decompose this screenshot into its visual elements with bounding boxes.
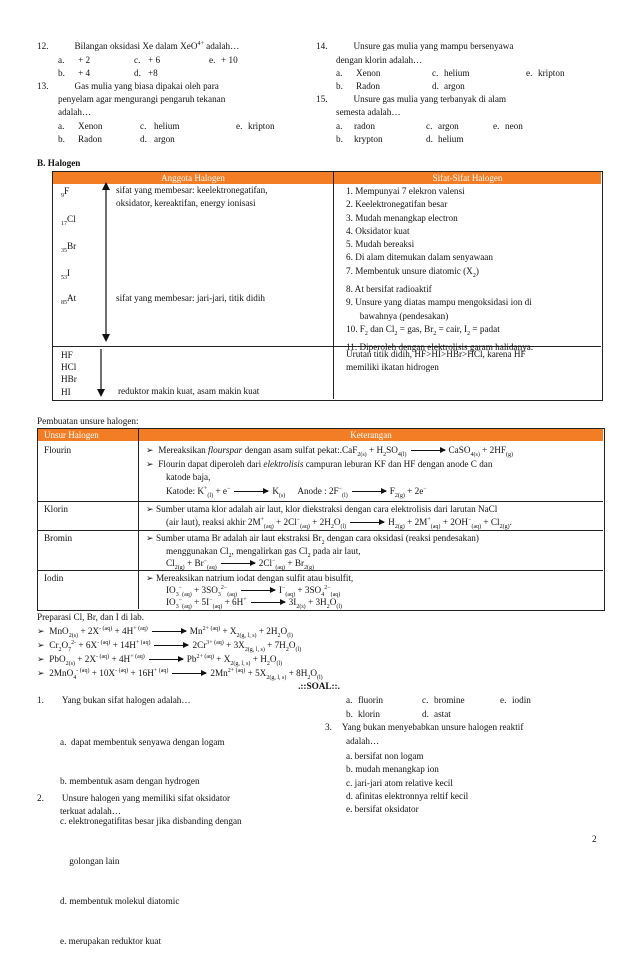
option-item: e. bersifat oksidator <box>346 804 419 815</box>
pembuatan-title: Pembuatan unsure halogen: <box>37 416 139 426</box>
soal-q3: 3. Yang bukan menyebabkan unsure halogen reaktif <box>325 722 524 732</box>
pembuatan-header-left: Unsur Halogen <box>38 429 139 441</box>
down-arrow-icon <box>95 349 107 397</box>
top-note-2: oksidator, kereaktifan, energy ionisasi <box>116 198 256 208</box>
q13-stem-2: penyelam agar mengurangi pengaruh tekanan <box>58 94 226 104</box>
option-item: e. merupakan reduktor kuat <box>60 936 162 947</box>
option-item: a. dapat membentuk senyawa dengan logam <box>60 736 225 747</box>
property-item: bawahnya (pendesakan) <box>346 310 449 321</box>
soal-q2: 2. Unsure halogen yang memiliki sifat oksidator <box>37 793 231 803</box>
flourin-line-3: katode baja, <box>166 472 211 482</box>
property-item: 2. Keelektronegatifan besar <box>346 199 448 210</box>
arrow-bullet-icon: ➢ <box>37 626 45 637</box>
option-item: d. afinitas elektronnya reltif kecil <box>346 790 469 801</box>
reaction-arrow-icon <box>241 590 275 591</box>
q14-stem-2: dengan klorin adalah… <box>336 55 423 65</box>
bromin-line-1: ➢ Sumber utama Br adalah air laut ekstraksi $Br_2$ dengan cara oksidasi (reaksi pendesakan) <box>146 533 479 546</box>
vertical-double-arrow-icon <box>100 182 112 342</box>
iodin-line-2: $IO_3^-_{(aq)} + 3SO_3^{2-}_{(aq)}$ $I^-_{(aq)} + 3SO_4^{2-}_{(aq)}$ <box>166 585 341 598</box>
bromin-line-3: $Cl_{2(g)} + Br^-_{(aq)}$ $2Cl^-_{(aq)} + Br_{2(g)}$ <box>166 558 315 571</box>
section-b-title: B. Halogen <box>37 158 81 168</box>
arrow-bullet-icon: ➢ <box>146 504 154 514</box>
flourin-label: Flourin <box>44 445 72 455</box>
preparasi-title: Preparasi Cl, Br, dan I di lab. <box>37 612 145 622</box>
acid-item: HCl <box>61 362 77 373</box>
iodin-line-1: ➢ Mereaksikan natrium iodat dengan sulfit atau bisulfit, <box>146 573 354 583</box>
hydrogen-halide-list <box>61 349 77 398</box>
option-item: golongan lain <box>60 856 120 867</box>
reaction-arrow-icon <box>350 522 384 523</box>
halogen-col-divider <box>333 172 334 399</box>
option-item: b. membentuk asam dengan hydrogen <box>60 776 200 787</box>
halogen-header-left: Anggota Halogen <box>53 172 333 184</box>
element-i: $_{53}$I <box>61 268 71 281</box>
prep-reaction-2: ➢ $Cr_2O_7^{2-} + 6X^{- (aq)} + 14H^{+ (aq)}$ $2Cr^{3+ (aq)} + 3X_{2(g, l, s)} + 7H_2O_{(l)}$ <box>37 640 302 653</box>
bromin-label: Bromin <box>44 533 73 543</box>
option-item: b. mudah menangkap ion <box>346 764 439 775</box>
option-item: d. membentuk molekul diatomic <box>60 896 180 907</box>
acid-item: HF <box>61 350 73 360</box>
flourin-line-4: Katode: $K^+_{(l)} + e^-$ $K_{(s)}$ Anode : $2F^-_{(l)}$ $F_{2(g)} + 2e^-$ <box>166 486 427 499</box>
prep-reaction-3: ➢ $PbO_{2(s)} + 2X^{- (aq)} + 4H^{+ (aq)}$ $Pb^{2+ (aq)} + X_{2(g, l, s)} + H_2O_{(l)}$ <box>37 654 283 667</box>
top-note-1: sifat yang membesar: keelektronegatifan, <box>116 185 268 195</box>
property-item: 8. At bersifat radioaktif <box>346 283 432 294</box>
arrow-bullet-icon: ➢ <box>146 445 154 455</box>
property-item: 10. $F_2$ dan $Cl_2$ = gas, $Br_2$ = cair, $I_2$ = padat <box>346 323 500 337</box>
property-item: 6. Di alam ditemukan dalam senyawaan <box>346 252 493 263</box>
arrow-bullet-icon: ➢ <box>37 668 45 679</box>
property-item: 11. Diperoleh dengan elektrolisis garam halidanya. <box>346 341 534 352</box>
prep-reaction-1: ➢ $MnO_{2(s)} + 2X^{- (aq)} + 4H^{+ (aq)}$ $Mn^{2+ (aq)} + X_{2(g, l, s)} + 2H_2O_{(l)}$ <box>37 626 293 639</box>
q13-stem-3: adalah… <box>58 107 92 117</box>
arrow-bullet-icon: ➢ <box>37 654 45 665</box>
bromin-line-2: menggunakan $Cl_2$, mengalirkan gas $Cl_2$ pada air laut, <box>166 546 361 559</box>
acid-item: HI <box>61 386 71 397</box>
property-item: 3. Mudah menangkap electron <box>346 212 458 223</box>
reaction-arrow-icon <box>221 563 255 564</box>
prep-reaction-4: ➢ $2MnO_4^{- (aq)} + 10X^{- (aq)} + 16H^{+ (aq)}$ $2Mn^{2+ (aq)} + 5X_{2(g, l, s)} + 8H_2O_{(l)}$ <box>37 668 323 681</box>
flourin-line-2: ➢ Flourin dapat diperoleh dari elektrolisis campuran leburan KF dan HF dengan anode C dan <box>146 459 493 469</box>
q14-stem: 14. Unsure gas mulia yang mampu bersenyawa <box>316 41 514 51</box>
soal-q3-line2: adalah… <box>346 736 380 746</box>
reaction-arrow-icon <box>251 602 285 603</box>
element-cl: $_{17}$Cl <box>61 214 76 227</box>
klorin-label: Klorin <box>44 504 68 514</box>
iodin-line-3: $IO_3^-_{(aq)} + 5I^-_{(aq)} + 6H^+$ $3I_{2(s)} + 3H_2O_{(l)}$ <box>166 597 342 610</box>
soal-q1: 1. Yang bukan sifat halogen adalah… <box>37 695 191 705</box>
arrow-bullet-icon: ➢ <box>146 533 154 543</box>
option-item: c. jari-jari atom relative kecil <box>346 777 453 788</box>
pembuatan-row-divider <box>38 570 603 571</box>
option-item: a. bersifat non logam <box>346 751 424 761</box>
property-item: 1. Mempunyai 7 elekron valensi <box>346 186 465 196</box>
reaction-arrow-icon <box>172 673 206 674</box>
soal-q3-options <box>346 750 468 816</box>
element-f: $_9$F <box>61 186 70 199</box>
reaction-arrow-icon <box>234 491 268 492</box>
reaction-arrow-icon <box>411 450 445 451</box>
properties-list <box>346 185 598 354</box>
option-item: c. elektronegatifitas besar jika disbanding dengan <box>60 816 242 827</box>
soal-title: .::SOAL::. <box>298 681 340 691</box>
klorin-line-1: ➢ Sumber utama klor adalah air laut, klor diekstraksi dengan cara elektrolisis dari larutan NaCl <box>146 504 498 514</box>
bottom-note: sifat yang membesar: jari-jari, titik didih <box>116 293 266 303</box>
halogen-header-right: Sifat-Sifat Halogen <box>334 172 601 184</box>
element-at: $_{85}$At <box>61 293 77 306</box>
q12-stem: 12. Bilangan oksidasi Xe dalam XeO$^{4+}$ adalah… <box>37 41 240 52</box>
boiling-order-1: Urutan titik didih, HF>HI>HBr>HCl, karena HF <box>346 349 526 359</box>
pembuatan-col-divider <box>138 429 139 609</box>
klorin-line-2: (air laut), reaksi akhir $2M^+_{(aq)} + 2Cl^-_{(aq)} + 2H_2O_{(l)}$ $H_{2(g)} + 2M^+_{(aq)} + 2OH^-_{(aq)} + Cl_{2(g)}$. <box>166 517 512 530</box>
arrow-bullet-icon: ➢ <box>146 459 154 469</box>
page-number: 2 <box>592 834 597 844</box>
iodin-label: Iodin <box>44 573 64 583</box>
element-br: $_{35}$Br <box>61 241 77 254</box>
arrow-bullet-icon: ➢ <box>146 573 154 583</box>
flourin-line-1: ➢ Mereaksikan flourspar dengan asam sulfat pekat:.CaF$_{2(s)}$ + $H_2SO_{4(l)}$ CaSO$_{4(s)}$ + $2HF_{(g)}$ <box>146 445 513 458</box>
boiling-order-2: memiliki ikatan hidrogen <box>346 362 439 372</box>
q13-stem: 13. Gas mulia yang biasa dipakai oleh para <box>37 81 219 91</box>
reaction-arrow-icon <box>154 645 188 646</box>
reaction-arrow-icon <box>152 631 186 632</box>
reaction-arrow-icon <box>149 659 183 660</box>
property-item: 7. Membentuk unsure diatomic $(X_2)$ <box>346 265 479 279</box>
arrow-bullet-icon: ➢ <box>37 640 45 651</box>
q15-stem-2: semesta adalah… <box>336 107 401 117</box>
q15-stem: 15. Unsure gas mulia yang terbanyak di alam <box>316 94 507 104</box>
soal-q2-line2: terkuat adalah… <box>60 806 121 816</box>
reaction-arrow-icon <box>352 491 386 492</box>
pembuatan-row-divider <box>38 501 603 502</box>
soal-q1-options <box>60 709 242 962</box>
pembuatan-header-right: Keterangan <box>139 429 603 441</box>
property-item: 4. Oksidator kuat <box>346 225 410 236</box>
acid-note: reduktor makin kuat, asam makin kuat <box>118 386 260 396</box>
property-item: 5. Mudah bereaksi <box>346 239 415 250</box>
acid-item: HBr <box>61 374 77 385</box>
property-item: 9. Unsure yang diatas mampu mengoksidasi ion di <box>346 297 532 308</box>
